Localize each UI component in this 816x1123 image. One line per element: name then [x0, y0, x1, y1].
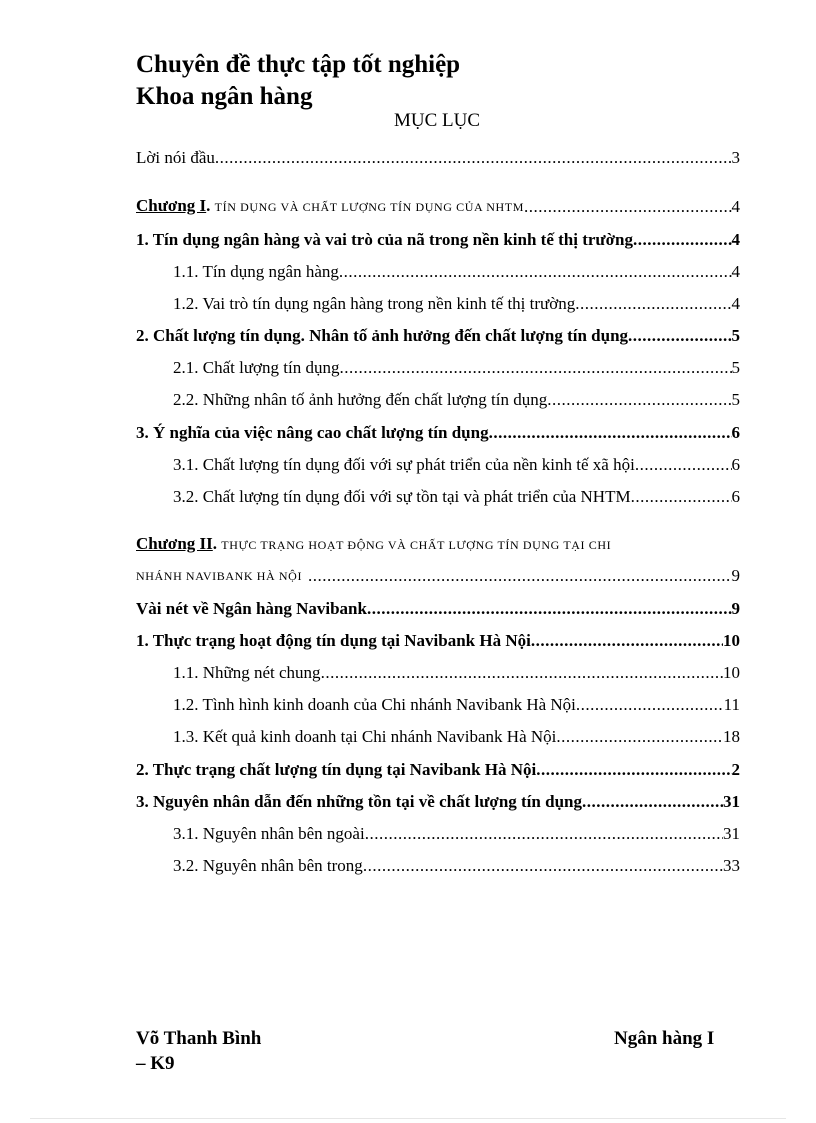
- dot-leader: [582, 791, 723, 813]
- toc-page-number: 31: [723, 824, 740, 843]
- toc-entry-section: [136, 789, 740, 813]
- toc-entry-section: [136, 628, 740, 652]
- toc-entry-title: Lời nói đầu: [136, 148, 215, 167]
- chapter-title: TÍN DỤNG VÀ CHẤT LƯỢNG TÍN DỤNG CỦA NHTM: [214, 200, 524, 214]
- dot-leader: [363, 855, 723, 877]
- toc-entry-title: 2.2. Những nhân tố ảnh hưởng đến chất lượng tín dụng: [173, 390, 548, 409]
- toc-entry-title: 1.2. Vai trò tín dụng ngân hàng trong nền kinh tế thị trường: [173, 294, 576, 313]
- dot-leader: [631, 486, 732, 508]
- toc-entry-subsection: [173, 821, 740, 845]
- dot-leader: [635, 454, 732, 476]
- chapter-title: THỰC TRẠNG HOẠT ĐỘNG VÀ CHẤT LƯỢNG TÍN DỤNG TẠI CHI: [221, 538, 612, 552]
- dot-leader: [489, 422, 732, 444]
- chapter-label: Chương I: [136, 196, 207, 215]
- dot-leader: [321, 662, 723, 684]
- toc-page-number: 18: [723, 727, 740, 746]
- toc-entry-subsection: [173, 387, 740, 411]
- dot-leader: [339, 357, 731, 379]
- toc-entry-title: 3. Nguyên nhân dẫn đến những tồn tại về chất lượng tín dụng: [136, 792, 582, 811]
- toc-entry-section: [136, 420, 740, 444]
- toc-entry-title: 1.3. Kết quả kinh doanh tại Chi nhánh Navibank Hà Nội: [173, 727, 557, 746]
- toc-entry-title: 2.1. Chất lượng tín dụng: [173, 358, 340, 377]
- toc-entry-title: 1. Tín dụng ngân hàng và vai trò của nã trong nền kinh tế thị trường: [136, 230, 633, 249]
- toc-entry-title: 2. Thực trạng chất lượng tín dụng tại Navibank Hà Nội: [136, 760, 537, 779]
- toc-entry-subsection: [173, 452, 740, 476]
- dot-leader: [531, 630, 723, 652]
- toc-entry-chapter-2-line1: Chương II. THỰC TRẠNG HOẠT ĐỘNG VÀ CHẤT LƯỢNG TÍN DỤNG TẠI CHI: [136, 534, 612, 553]
- toc-entry-subsection: [173, 355, 740, 379]
- dot-leader: [308, 565, 731, 587]
- toc-entry-title: 1.2. Tình hình kinh doanh của Chi nhánh Navibank Hà Nội: [173, 695, 576, 714]
- toc-entry-subsection: [173, 291, 740, 315]
- toc-entry-subsection: [173, 853, 740, 877]
- toc-entry-intro: [136, 145, 740, 169]
- toc-entry-title: 1. Thực trạng hoạt động tín dụng tại Navibank Hà Nội: [136, 631, 531, 650]
- dot-leader: [633, 229, 732, 251]
- toc-page-number: 11: [723, 695, 740, 714]
- page-bottom-divider: [30, 1118, 786, 1119]
- toc-page-number: 4: [731, 197, 740, 216]
- toc-page-number: 6: [731, 487, 740, 506]
- toc-entry-subsection: [173, 484, 740, 508]
- class-name: Ngân hàng I: [614, 1028, 715, 1049]
- dot-leader: [215, 147, 732, 169]
- toc-entry-title: 3.1. Nguyên nhân bên ngoài: [173, 824, 365, 843]
- toc-entry-subsection: [173, 724, 740, 748]
- dot-leader: [628, 325, 731, 347]
- toc-entry-title: 3.2. Nguyên nhân bên trong: [173, 856, 363, 875]
- toc-entry-section: [136, 227, 740, 251]
- toc-entry-section: [136, 323, 740, 347]
- dot-leader: [339, 261, 732, 283]
- dot-leader: [536, 759, 731, 781]
- toc-entry-chapter-2-line2: [136, 563, 740, 587]
- toc-entry-chapter-1: Chương I. TÍN DỤNG VÀ CHẤT LƯỢNG TÍN DỤNG CỦA NHTM ..... 4: [136, 194, 740, 218]
- toc-page-number: 6: [731, 455, 740, 474]
- dot-leader: [556, 726, 723, 748]
- dot-leader: [547, 389, 731, 411]
- toc-page-number: 10: [723, 663, 740, 682]
- toc-page-number: 10: [723, 631, 740, 650]
- toc-heading: MỤC LỤC: [393, 110, 481, 131]
- toc-entry-title: Vài nét về Ngân hàng Navibank: [136, 599, 367, 618]
- toc-entry-title: 2. Chất lượng tín dụng. Nhân tố ảnh hưởng đến chất lượng tín dụng: [136, 326, 629, 345]
- toc-entry-subsection: [173, 660, 740, 684]
- author-name: Võ Thanh Bình: [136, 1028, 262, 1049]
- chapter-title-continued: NHÁNH NAVIBANK HÀ NỘI: [136, 569, 303, 583]
- toc-entry-title: 1.1. Tín dụng ngân hàng: [173, 262, 339, 281]
- toc-entry-title: 3.1. Chất lượng tín dụng đối với sự phát triển của nền kinh tế xã hội: [173, 455, 635, 474]
- toc-page-number: 3: [731, 148, 740, 167]
- dot-leader: [367, 598, 732, 620]
- toc-page-number: 4: [731, 230, 740, 249]
- dot-leader: [524, 196, 732, 218]
- dot-leader: [576, 694, 724, 716]
- toc-page-number: 33: [723, 856, 740, 875]
- toc-page-number: 6: [731, 423, 740, 442]
- toc-entry-section: [136, 596, 740, 620]
- toc-page-number: 2: [731, 760, 740, 779]
- toc-page-number: 4: [731, 294, 740, 313]
- dot-leader: [575, 293, 731, 315]
- author-class-code: – K9: [136, 1053, 175, 1074]
- toc-page-number: 5: [731, 358, 740, 377]
- toc-entry-section: [136, 757, 740, 781]
- toc-page-number: 5: [731, 390, 740, 409]
- toc-entry-title: 3.2. Chất lượng tín dụng đối với sự tồn tại và phát triển của NHTM: [173, 487, 631, 506]
- toc-entry-subsection: [173, 259, 740, 283]
- toc-entry-title: 1.1. Những nét chung: [173, 663, 321, 682]
- toc-entry-title: 3. Ý nghĩa của việc nâng cao chất lượng tín dụng: [136, 423, 489, 442]
- toc-page-number: 4: [731, 262, 740, 281]
- report-title: Chuyên đề thực tập tốt nghiệp: [136, 51, 461, 78]
- toc-page-number: 31: [723, 792, 740, 811]
- dot-leader: [365, 823, 723, 845]
- toc-page-number: 9: [731, 599, 740, 618]
- toc-entry-subsection: [173, 692, 740, 716]
- toc-page-number: 5: [731, 326, 740, 345]
- faculty-name: Khoa ngân hàng: [136, 83, 313, 110]
- chapter-label: Chương II: [136, 534, 213, 553]
- toc-page-number: 9: [731, 566, 740, 585]
